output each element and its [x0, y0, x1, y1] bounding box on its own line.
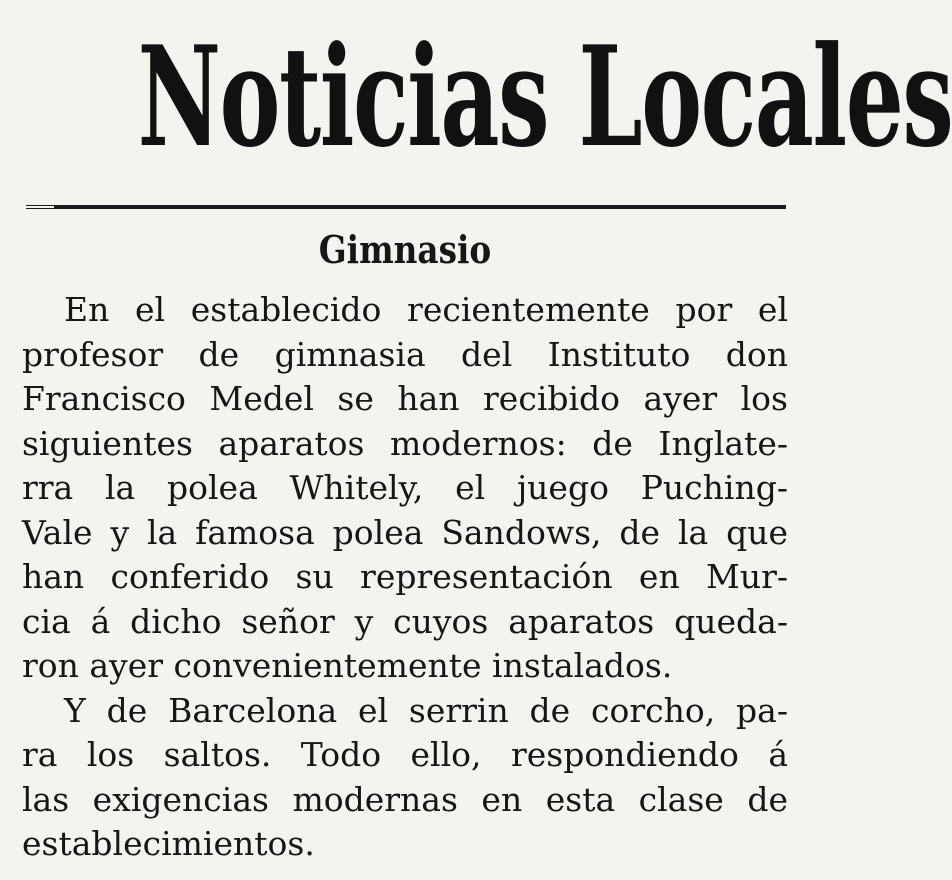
- article-heading: Gimnasio: [318, 227, 492, 272]
- article-line: rra la polea Whitely, el juego Puching-: [22, 468, 788, 507]
- article-line: las exigencias modernas en esta clase de: [22, 779, 788, 819]
- article-line: establecimientos.: [22, 824, 315, 863]
- article-line: Y de Barcelona el serrin de corcho, pa-: [64, 690, 788, 730]
- article-body: [22, 288, 788, 867]
- article-line: ra los saltos. Todo ello, respondiendo á: [22, 735, 788, 774]
- article-line: siguientes aparatos modernos: de Inglate-: [22, 423, 788, 463]
- article-line: En el establecido recientemente por el: [64, 290, 788, 329]
- article-line: ron ayer convenientemente instalados.: [22, 646, 673, 685]
- article-line: profesor de gimnasia del Instituto don: [22, 334, 788, 374]
- article-line: Francisco Medel se han recibido ayer los: [22, 379, 788, 418]
- article-line: cia á dicho señor y cuyos aparatos queda-: [22, 601, 788, 641]
- masthead-divider: [26, 205, 786, 209]
- divider-gap: [24, 206, 54, 208]
- masthead-title: Noticias Locales: [137, 15, 952, 178]
- article-line: han conferido su representación en Mur-: [22, 557, 788, 596]
- article-line: Vale y la famosa polea Sandows, de la que: [22, 512, 788, 552]
